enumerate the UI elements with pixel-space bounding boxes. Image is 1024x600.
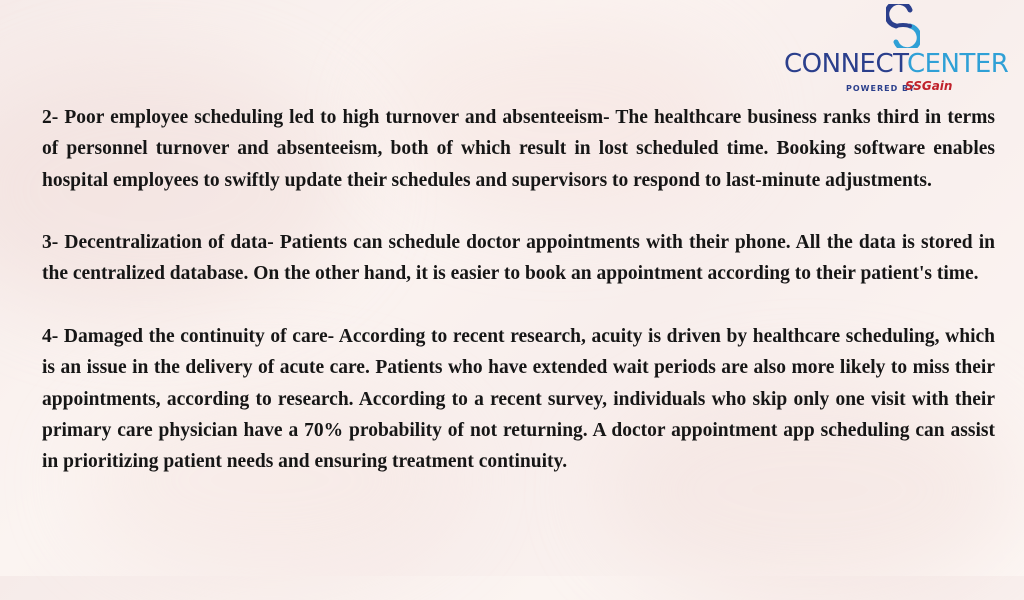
connectcenter-logo [784,4,1020,98]
paragraph-decentralization: 3- Decentralization of data- Patients can schedule doctor appointments with their phone. All the data is stored in the centralized database. On the other hand, it is easier to book an appointment according to their patient's time. [42,232,995,285]
logo-wordmark [784,49,1020,79]
logo-mark-icon [886,4,920,48]
paragraph-scheduling: 2- Poor employee scheduling led to high turnover and absenteeism- The healthcare business ranks third in terms of personnel turnover and absenteeism, both of which result in lost scheduled time. Booking software enables hospital employees to swiftly update their schedules and supervisors to respond to last-minute adjustments. [42,107,995,191]
logo-powered-by: POWERED BY [846,84,916,93]
logo-center-text: CENTER [906,49,1009,79]
logo-connect-text: CONNECT [784,49,907,79]
paragraph-spacer [42,196,995,227]
logo-brand: SSGain [905,79,953,93]
paragraph-spacer [42,290,995,321]
paragraph-continuity: 4- Damaged the continuity of care- According to recent research, acuity is driven by healthcare scheduling, which is an issue in the delivery of acute care. Patients who have extended wait periods are also more likely to miss their appointments, according to research. According to a recent survey, individuals who skip only one visit with their primary care physician have a 70% probability of not returning. A doctor appointment app scheduling can assist in prioritizing patient needs and ensuring treatment continuity. [42,326,995,473]
body-text [42,102,995,478]
